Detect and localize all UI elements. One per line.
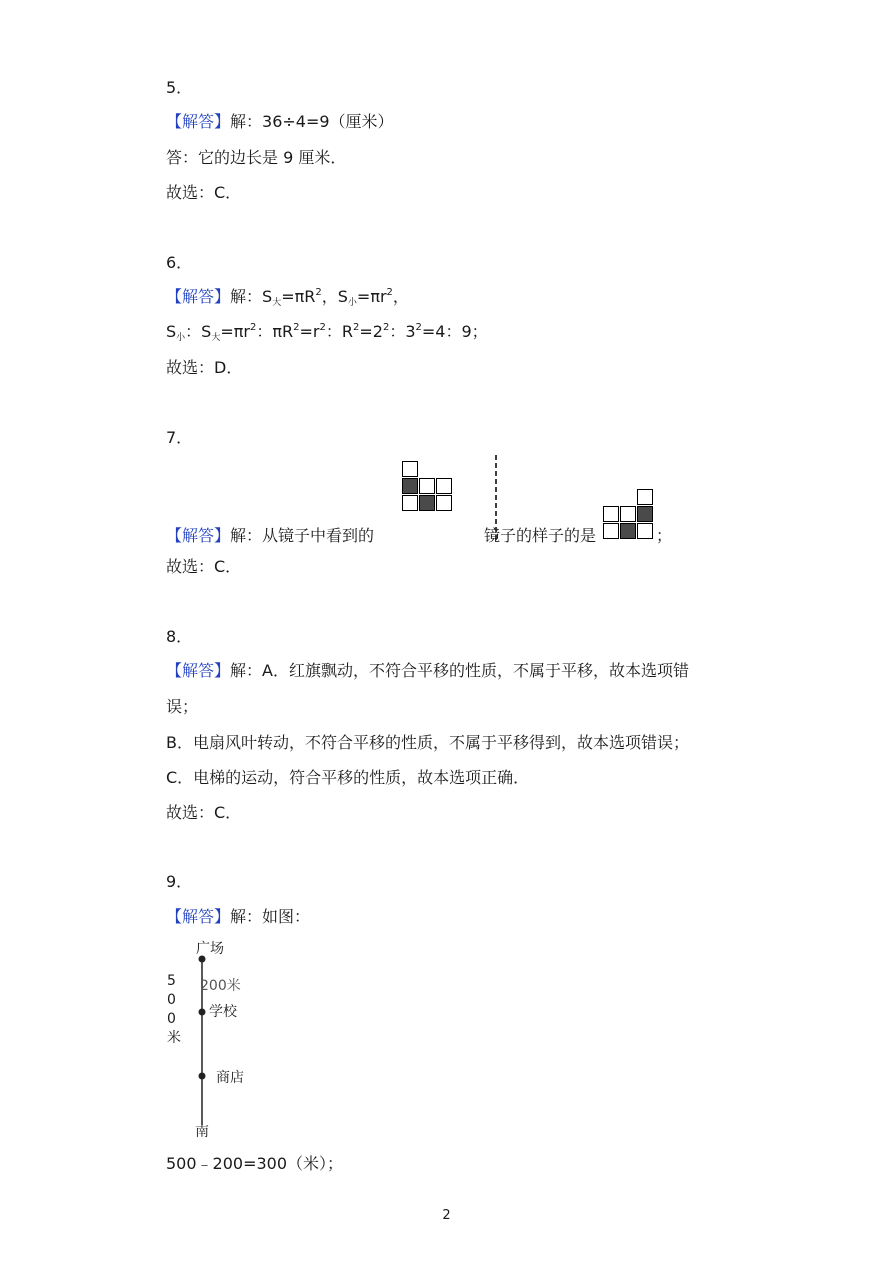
mirror-label: 镜子: [484, 526, 517, 545]
q6-text: 解：S: [230, 287, 273, 306]
q6-sup: 2: [293, 322, 300, 333]
q8-number: 8．: [166, 627, 193, 646]
answer-tag: 【解答】: [166, 907, 231, 926]
q6-text: ：3: [389, 322, 416, 341]
grid-cell: [620, 506, 636, 522]
q6-sub: 小: [176, 333, 186, 343]
q7-number: 7．: [166, 428, 193, 447]
q5-line3: 故选：C．: [166, 183, 242, 202]
q9-answer-line: [166, 907, 310, 927]
shop-point: [199, 1073, 206, 1080]
q7-line2: 故选：C．: [166, 557, 242, 576]
grid-cell: [603, 506, 619, 522]
q6-answer-line: [166, 287, 409, 307]
answer-tag: 【解答】: [166, 661, 231, 680]
q5-solution-text: 解：36÷4=9（厘米）: [230, 112, 394, 131]
q6-sup: 2: [382, 322, 390, 333]
grid-cell: [637, 523, 653, 539]
page-number: 2: [442, 1208, 451, 1223]
grid-cell: [402, 495, 418, 511]
side-label-char: 5: [167, 973, 176, 989]
q8-answer-line: [166, 661, 689, 681]
q6-line3: 故选：D．: [166, 358, 243, 377]
q6-number: 6．: [166, 253, 193, 272]
school-point: [199, 1009, 206, 1016]
side-label-char: 米: [167, 1030, 181, 1046]
q8-line4: C．电梯的运动，符合平移的性质，故本选项正确．: [166, 768, 530, 787]
south-label: 南: [195, 1124, 209, 1140]
q7-answer-line-cont: [484, 526, 596, 546]
side-label-char: 0: [167, 992, 176, 1008]
grid-cell-shaded: [637, 506, 653, 522]
q5-line2: 答：它的边长是 9 厘米．: [166, 148, 347, 167]
q8-line3: B．电扇风叶转动，不符合平移的性质，不属于平移得到，故本选项错误；: [166, 733, 689, 752]
q9-text: 解：如图：: [230, 907, 311, 926]
grid-cell: [436, 478, 452, 494]
original-shape-figure: [402, 461, 456, 515]
q8-line2: 误；: [166, 697, 199, 716]
grid-cell: [402, 461, 418, 477]
q6-text: ，S: [321, 287, 348, 306]
q6-sub: 小: [347, 298, 357, 308]
grid-cell-shaded: [402, 478, 418, 494]
plaza-label: 广场: [196, 941, 224, 957]
grid-cell: [436, 495, 452, 511]
grid-cell: [637, 489, 653, 505]
q5-answer-line: [166, 112, 394, 132]
q6-sub: 大: [272, 298, 282, 308]
q6-text: =πr: [220, 322, 250, 341]
q6-line2: [166, 322, 488, 342]
q6-text: =πR: [281, 287, 316, 306]
q7-text-c: ；: [656, 526, 673, 545]
side-label-char: 0: [167, 1011, 176, 1027]
q5-number: 5．: [166, 78, 193, 97]
q8-text: 解：A．红旗飘动，不符合平移的性质，不属于平移，故本选项错: [230, 661, 689, 680]
grid-cell-shaded: [419, 495, 435, 511]
q7-text-a: 解：从镜子中看到的: [230, 526, 375, 545]
q6-text: ，: [392, 287, 409, 306]
q6-text: S: [166, 322, 177, 341]
q8-line5: 故选：C．: [166, 803, 242, 822]
q6-sup: 2: [319, 322, 326, 333]
q6-text: ：R: [325, 322, 353, 341]
q6-text: ：πR: [256, 322, 294, 341]
q7-answer-line: [166, 526, 374, 546]
q6-text: ：S: [185, 322, 212, 341]
answer-tag: 【解答】: [166, 287, 231, 306]
answer-tag: 【解答】: [166, 112, 231, 131]
q6-sup: 2: [386, 287, 393, 298]
q9-number: 9．: [166, 872, 193, 891]
answer-tag: 【解答】: [166, 526, 231, 545]
q6-text: =2: [359, 322, 383, 341]
segment-label: 200米: [200, 978, 241, 994]
q6-text: =r: [299, 322, 320, 341]
grid-cell: [419, 478, 435, 494]
q6-sup: 2: [249, 322, 257, 333]
q6-sub: 大: [211, 333, 221, 343]
q7-text-b: 的样子的是: [516, 526, 597, 545]
q6-sup: 2: [315, 287, 322, 298]
q9-line2: 500﹣200=300（米）；: [166, 1154, 344, 1173]
school-label: 学校: [209, 1004, 237, 1020]
q6-sup: 2: [352, 322, 360, 333]
q6-text: =4：9；: [421, 322, 488, 341]
grid-cell-shaded: [620, 523, 636, 539]
grid-cell: [603, 523, 619, 539]
shop-label: 商店: [216, 1070, 244, 1086]
distance-side-label: [167, 972, 181, 1048]
mirror-image-figure: [603, 489, 657, 543]
q6-text: =πr: [356, 287, 387, 306]
q6-sup: 2: [415, 322, 422, 333]
